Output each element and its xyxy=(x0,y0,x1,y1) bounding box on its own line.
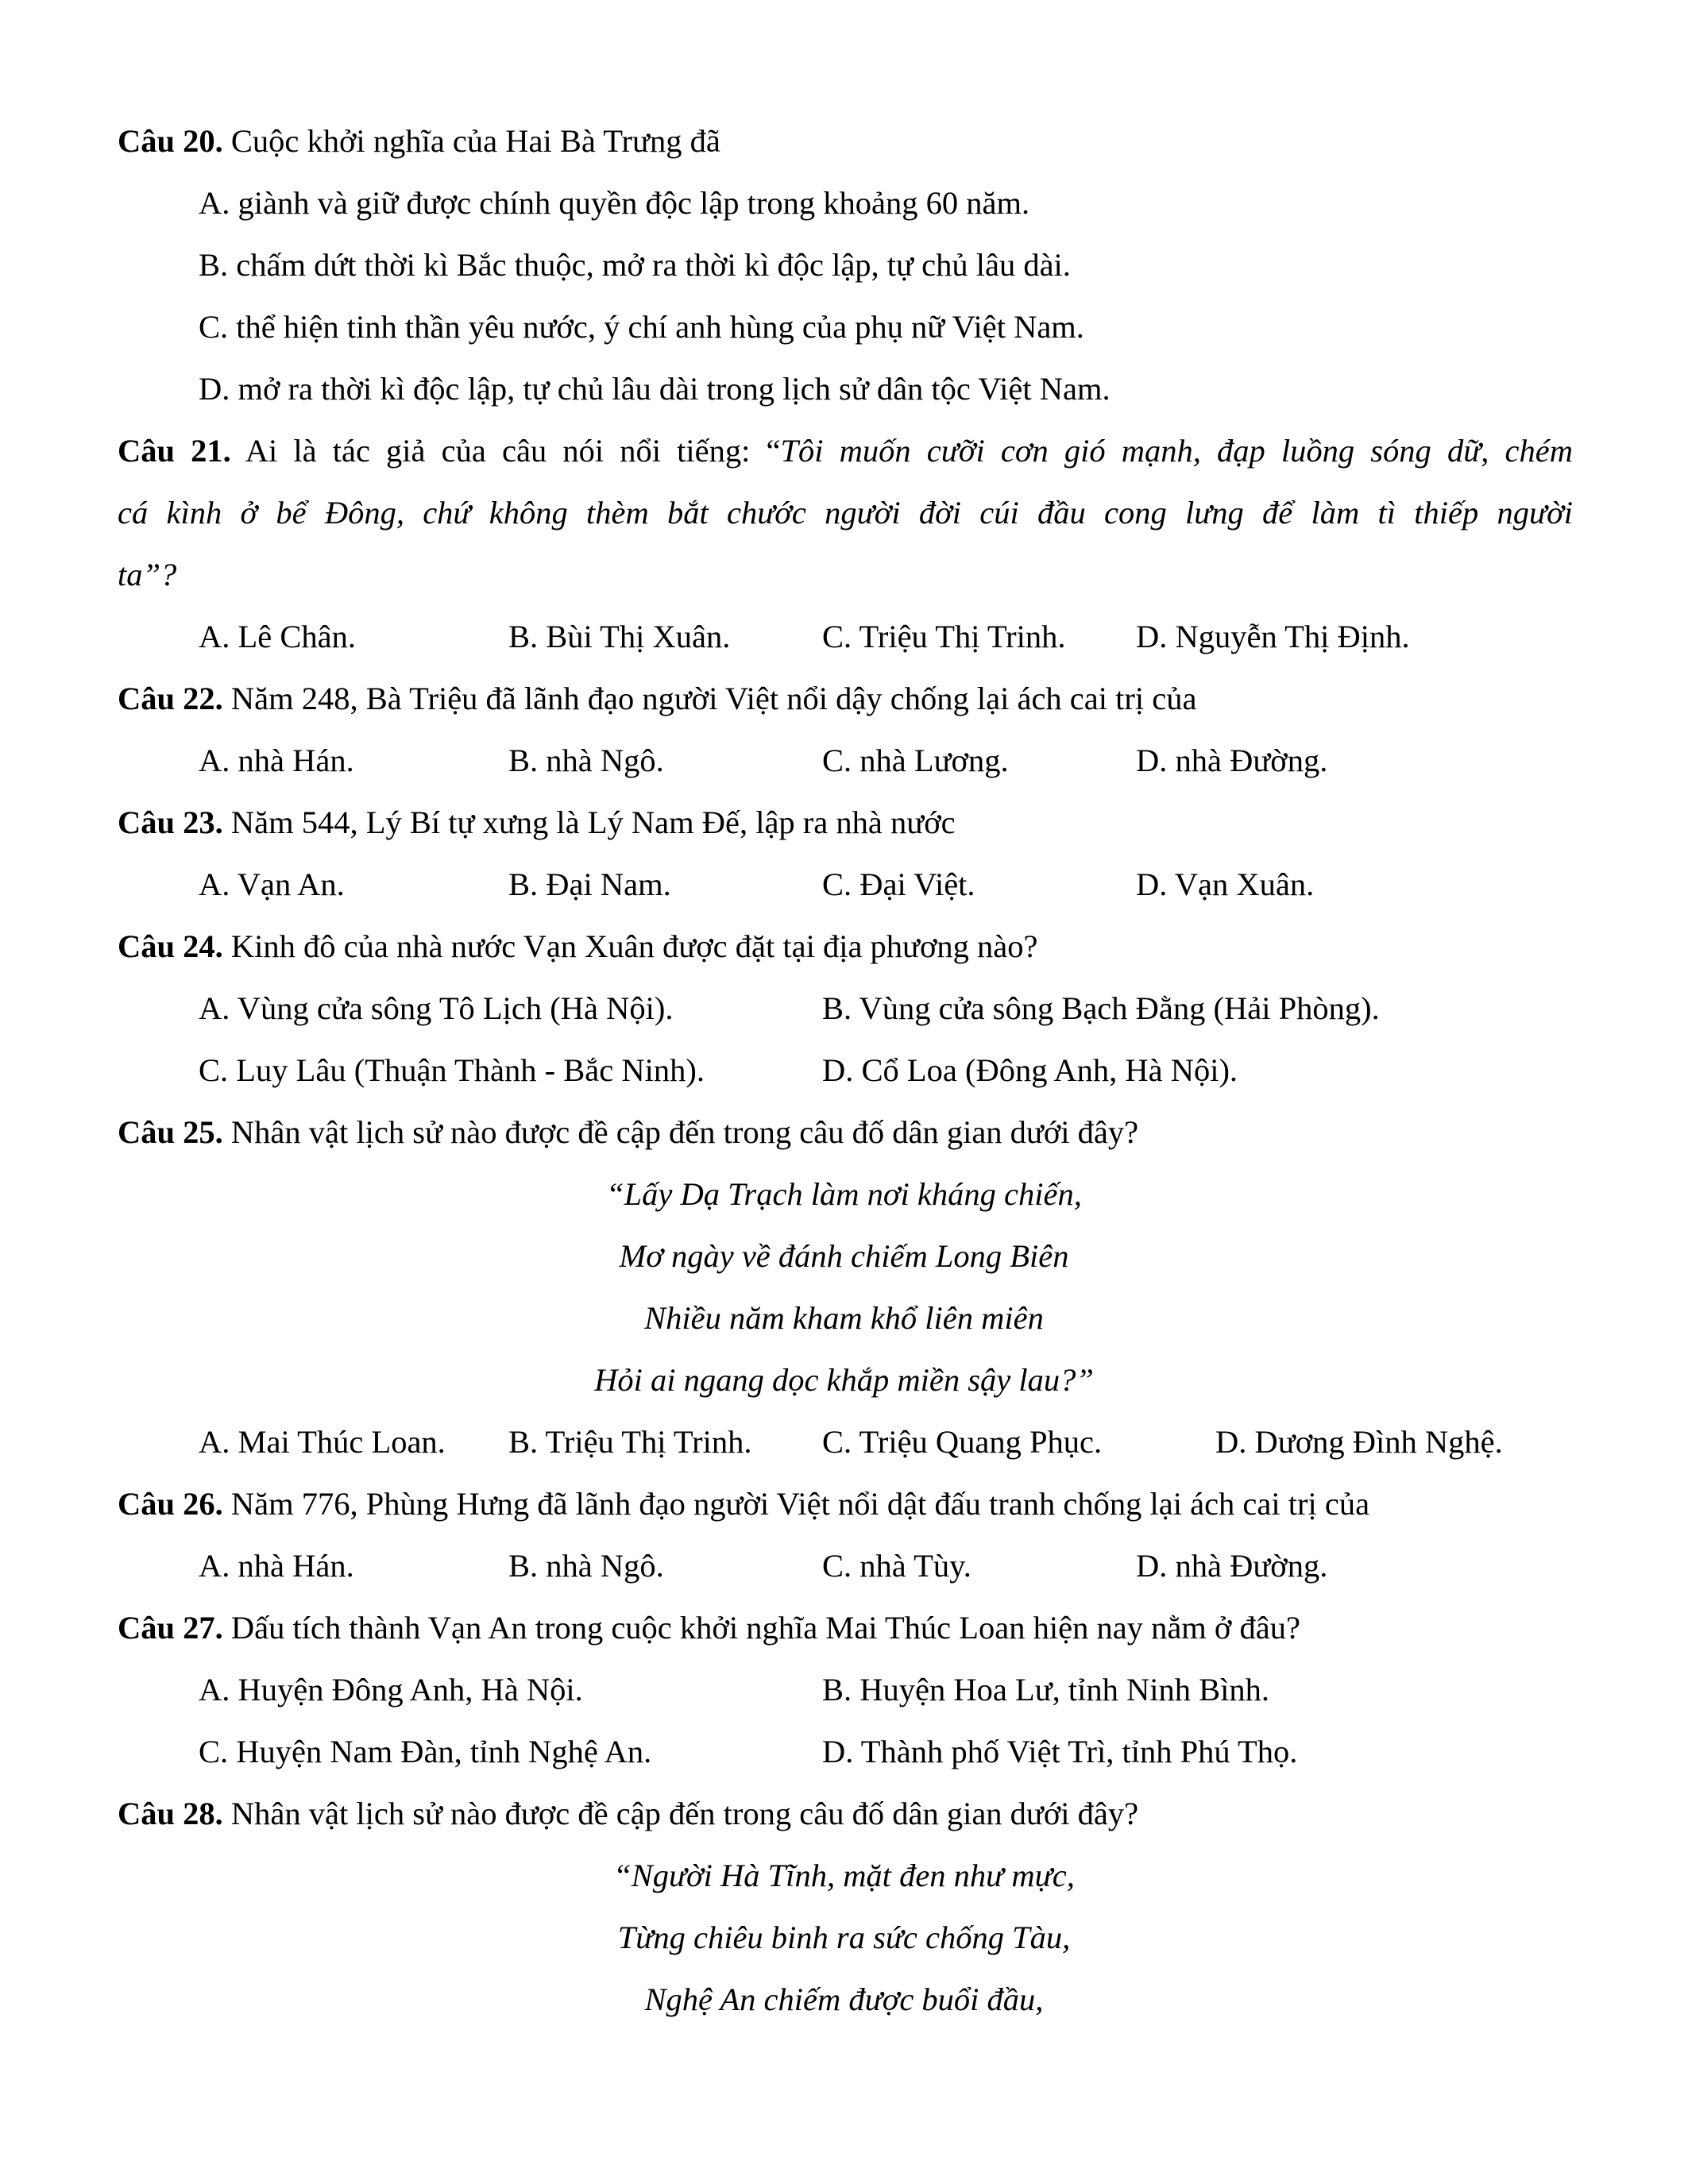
verse-line: “Người Hà Tĩnh, mặt đen như mực, xyxy=(613,1858,1075,1893)
option-b: B. nhà Ngô. xyxy=(508,1548,664,1584)
option-b: B. Vùng cửa sông Bạch Đằng (Hải Phòng). xyxy=(822,990,1380,1026)
question-number: Câu 28. xyxy=(118,1796,223,1831)
question-stem: Cuộc khởi nghĩa của Hai Bà Trưng đã xyxy=(222,123,720,159)
option-a: A. Lê Chân. xyxy=(199,619,356,654)
option-b: B. Triệu Thị Trinh. xyxy=(508,1424,752,1460)
question-stem: Năm 544, Lý Bí tự xưng là Lý Nam Đế, lập ra nhà nước xyxy=(222,805,956,840)
question-22 xyxy=(118,683,1196,716)
question-28 xyxy=(118,1798,1138,1831)
option-a: A. nhà Hán. xyxy=(199,1548,354,1584)
question-stem: Nhân vật lịch sử nào được đề cập đến trong câu đố dân gian dưới đây? xyxy=(222,1114,1139,1150)
option-b: B. Đại Nam. xyxy=(508,866,671,902)
question-number: Câu 20. xyxy=(118,123,223,159)
question-number: Câu 21. xyxy=(118,433,231,469)
option-c: C. thể hiện tinh thần yêu nước, ý chí anh hùng của phụ nữ Việt Nam. xyxy=(199,309,1084,345)
option-b: B. Huyện Hoa Lư, tỉnh Ninh Bình. xyxy=(822,1672,1270,1707)
option-a: A. nhà Hán. xyxy=(199,743,354,778)
verse-line: Từng chiêu binh ra sức chống Tàu, xyxy=(617,1920,1071,1955)
option-c: C. Đại Việt. xyxy=(822,866,975,902)
option-c: C. nhà Lương. xyxy=(822,743,1009,778)
option-c: C. Triệu Thị Trinh. xyxy=(822,619,1066,654)
question-stem: Năm 248, Bà Triệu đã lãnh đạo người Việt nổi dậy chống lại ách cai trị của xyxy=(222,681,1197,716)
option-c: C. nhà Tùy. xyxy=(822,1548,971,1584)
option-a: A. giành và giữ được chính quyền độc lập trong khoảng 60 năm. xyxy=(199,185,1030,221)
option-d: D. nhà Đường. xyxy=(1136,1548,1328,1584)
quote-line: ta”? xyxy=(118,557,177,592)
option-c: C. Triệu Quang Phục. xyxy=(822,1424,1103,1460)
option-a: A. Huyện Đông Anh, Hà Nội. xyxy=(199,1672,583,1707)
option-b: B. nhà Ngô. xyxy=(508,743,664,778)
quote-line: Tôi muốn cưỡi cơn gió mạnh, đạp luồng sóng dữ, chém xyxy=(780,433,1573,469)
option-c: C. Huyện Nam Đàn, tỉnh Nghệ An. xyxy=(199,1734,652,1769)
question-26 xyxy=(118,1488,1369,1521)
verse-line: “Lấy Dạ Trạch làm nơi kháng chiến, xyxy=(606,1176,1082,1212)
question-number: Câu 24. xyxy=(118,928,223,964)
question-number: Câu 27. xyxy=(118,1610,223,1646)
verse-line: Mơ ngày về đánh chiếm Long Biên xyxy=(619,1238,1069,1274)
question-stem: Năm 776, Phùng Hưng đã lãnh đạo người Việt nổi dật đấu tranh chống lại ách cai trị của xyxy=(222,1486,1370,1522)
question-27 xyxy=(118,1612,1300,1645)
verse-line: Hỏi ai ngang dọc khắp miền sậy lau?” xyxy=(594,1362,1094,1398)
verse-line: Nhiều năm kham khổ liên miên xyxy=(644,1300,1044,1336)
question-number: Câu 23. xyxy=(118,805,223,840)
question-stem: Dấu tích thành Vạn An trong cuộc khởi nghĩa Mai Thúc Loan hiện nay nằm ở đâu? xyxy=(222,1610,1300,1646)
question-25 xyxy=(118,1114,1139,1150)
question-stem: Kinh đô của nhà nước Vạn Xuân được đặt tại địa phương nào? xyxy=(222,928,1038,964)
verse-line: Nghệ An chiếm được buổi đầu, xyxy=(644,1981,1044,2017)
quote-line: cá kình ở bể Đông, chứ không thèm bắt chước người đời cúi đầu cong lưng để làm tì thiếp người xyxy=(118,495,1573,531)
question-24 xyxy=(118,928,1038,964)
question-stem: Ai là tác giả của câu nói nổi tiếng: “ xyxy=(230,433,781,469)
question-number: Câu 26. xyxy=(118,1486,223,1522)
question-20 xyxy=(118,125,720,158)
option-a: A. Vạn An. xyxy=(199,866,345,902)
option-b: B. chấm dứt thời kì Bắc thuộc, mở ra thời kì độc lập, tự chủ lâu dài. xyxy=(199,247,1071,283)
question-number: Câu 25. xyxy=(118,1114,223,1150)
option-a: A. Vùng cửa sông Tô Lịch (Hà Nội). xyxy=(199,990,674,1026)
option-c: C. Luy Lâu (Thuận Thành - Bắc Ninh). xyxy=(199,1052,705,1088)
option-d: D. Vạn Xuân. xyxy=(1136,866,1315,902)
question-21 xyxy=(118,435,1573,468)
option-d: D. nhà Đường. xyxy=(1136,743,1328,778)
question-stem: Nhân vật lịch sử nào được đề cập đến trong câu đố dân gian dưới đây? xyxy=(222,1796,1139,1831)
option-d: D. Thành phố Việt Trì, tỉnh Phú Thọ. xyxy=(822,1734,1298,1769)
option-d: D. Cổ Loa (Đông Anh, Hà Nội). xyxy=(822,1052,1238,1088)
question-23 xyxy=(118,807,956,839)
question-number: Câu 22. xyxy=(118,681,223,716)
option-a: A. Mai Thúc Loan. xyxy=(199,1424,446,1460)
option-d: D. Dương Đình Nghệ. xyxy=(1215,1424,1503,1460)
option-b: B. Bùi Thị Xuân. xyxy=(508,619,731,654)
option-d: D. mở ra thời kì độc lập, tự chủ lâu dài trong lịch sử dân tộc Việt Nam. xyxy=(199,371,1111,407)
option-d: D. Nguyễn Thị Định. xyxy=(1136,619,1410,654)
